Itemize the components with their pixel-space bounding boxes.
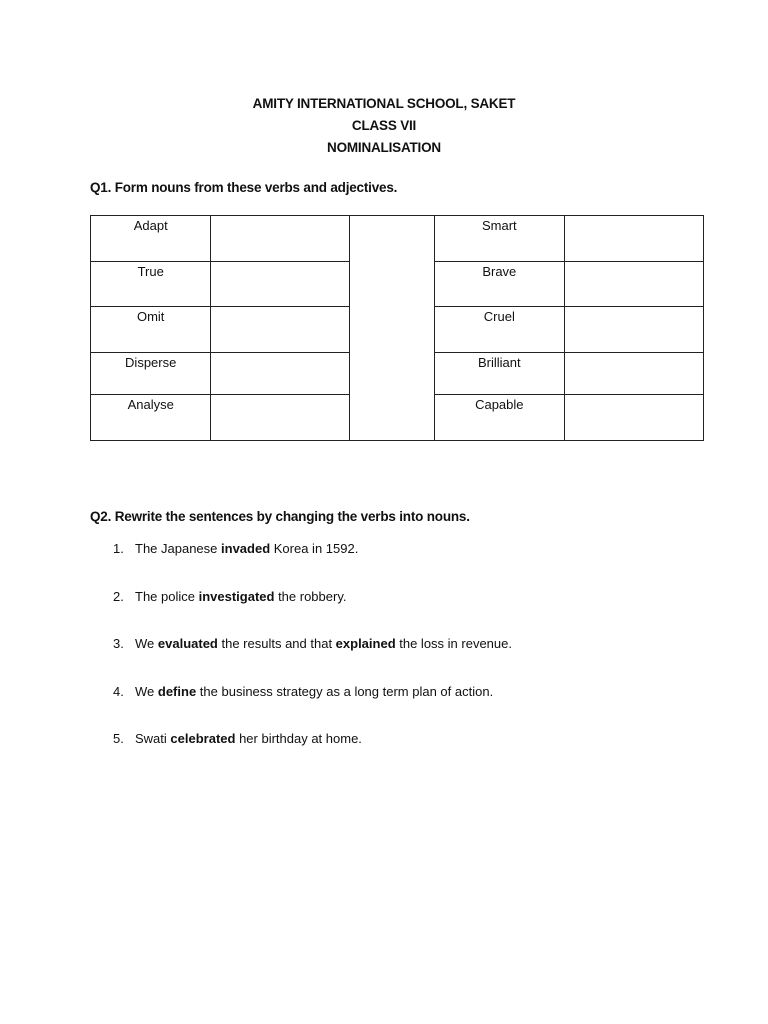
question-1-title: Q1. Form nouns from these verbs and adjectives.: [90, 180, 398, 195]
right-word-cell: Brilliant: [435, 353, 564, 395]
right-answer-cell[interactable]: [564, 262, 703, 307]
verb-highlight: evaluated: [157, 636, 218, 651]
sentence-part: the business strategy as a long term plan of action.: [196, 683, 494, 699]
sentence-part: We: [135, 636, 158, 651]
left-word-cell: Analyse: [91, 395, 211, 441]
sentence-part: The Japanese: [135, 541, 222, 556]
right-answer-cell[interactable]: [564, 307, 703, 353]
sentence-text: [135, 684, 493, 699]
right-answer-cell[interactable]: [564, 353, 703, 395]
school-name: AMITY INTERNATIONAL SCHOOL, SAKET: [252, 96, 516, 111]
verb-highlight: investigated: [198, 588, 275, 604]
sentence-part: her birthday at home.: [235, 731, 362, 746]
left-word-cell: Disperse: [91, 353, 211, 395]
sentence-part: We: [135, 683, 158, 699]
item-number: 3.: [113, 636, 124, 651]
class-label: CLASS VII: [351, 118, 417, 133]
verb-highlight: invaded: [221, 541, 271, 556]
sentence-part: the loss in revenue.: [395, 636, 512, 651]
left-answer-cell[interactable]: [211, 307, 349, 353]
sentence-part: the robbery.: [274, 588, 347, 604]
sentence-part: the results and that: [217, 636, 336, 651]
item-number: 2.: [113, 588, 124, 604]
sentence-part: The police: [135, 588, 199, 604]
right-answer-cell[interactable]: [564, 395, 703, 441]
right-word-cell: Smart: [435, 216, 564, 262]
verb-highlight: explained: [335, 636, 396, 651]
left-answer-cell[interactable]: [211, 395, 349, 441]
left-word-cell: Adapt: [91, 216, 211, 262]
nominalisation-table: [90, 215, 704, 441]
left-word-cell: True: [91, 262, 211, 307]
sentence-part: Swati: [135, 731, 171, 746]
table-row: [91, 216, 704, 262]
table-gap-cell: [349, 216, 434, 441]
right-answer-cell[interactable]: [564, 216, 703, 262]
item-number: 1.: [113, 541, 124, 556]
sentence-text: [135, 731, 362, 746]
verb-highlight: celebrated: [170, 731, 236, 746]
sentence-text: [135, 636, 512, 651]
item-number: 4.: [113, 683, 124, 699]
item-number: 5.: [113, 731, 124, 746]
topic-title: NOMINALISATION: [327, 140, 441, 155]
left-answer-cell[interactable]: [211, 216, 349, 262]
sentence-text: [135, 541, 358, 556]
right-word-cell: Brave: [435, 262, 564, 307]
sentence-part: Korea in 1592.: [270, 541, 359, 556]
left-answer-cell[interactable]: [211, 262, 349, 307]
verb-highlight: define: [157, 683, 197, 699]
left-word-cell: Omit: [91, 307, 211, 353]
right-word-cell: Capable: [435, 395, 564, 441]
left-answer-cell[interactable]: [211, 353, 349, 395]
question-2-title: Q2. Rewrite the sentences by changing the verbs into nouns.: [90, 509, 470, 524]
right-word-cell: Cruel: [435, 307, 564, 353]
sentence-text: [135, 589, 346, 604]
worksheet-header: [0, 93, 768, 159]
